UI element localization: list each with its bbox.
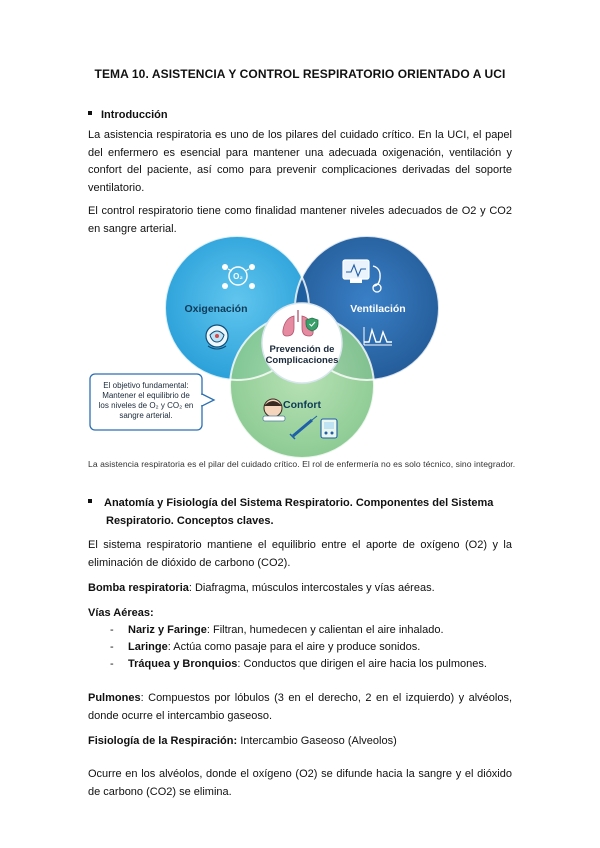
figure-caption: La asistencia respiratoria es el pilar del cuidado crítico. El rol de enfermería no es solo técnico, sino integrador. bbox=[88, 459, 516, 469]
vias-label-text: Vías Aéreas: bbox=[88, 607, 154, 619]
center-label-line1: Prevención de bbox=[269, 344, 335, 355]
section-heading-introduccion bbox=[88, 107, 168, 123]
bullet-square-icon bbox=[88, 111, 92, 115]
bullet-square-icon bbox=[88, 499, 92, 503]
list-item: - Tráquea y Bronquios: Conductos que dirigen el aire hacia los pulmones. bbox=[110, 658, 487, 670]
label-oxigenacion: Oxigenación bbox=[184, 303, 248, 315]
list-item: - Nariz y Faringe: Filtran, humedecen y calientan el aire inhalado. bbox=[110, 624, 444, 636]
monitor-device-icon bbox=[321, 419, 337, 438]
list-item: - Laringe: Actúa como pasaje para el aire y produce sonidos. bbox=[110, 641, 421, 653]
bomba-paragraph bbox=[88, 580, 512, 598]
list-item-text: : Actúa como pasaje para el aire y produce sonidos. bbox=[167, 641, 421, 653]
list-item-name: Laringe bbox=[128, 641, 168, 653]
bomba-text: : Diafragma, músculos intercostales y vías aéreas. bbox=[188, 582, 435, 594]
venn-diagram bbox=[88, 236, 518, 458]
fisiologia-paragraph bbox=[88, 733, 512, 751]
page-title: TEMA 10. ASISTENCIA Y CONTROL RESPIRATORIO ORIENTADO A UCI bbox=[94, 67, 506, 81]
bomba-label: Bomba respiratoria bbox=[88, 582, 189, 594]
label-ventilacion: Ventilación bbox=[350, 303, 406, 315]
section-heading-anatomia bbox=[88, 495, 526, 530]
sistema-paragraph: El sistema respiratorio mantiene el equilibrio entre el aporte de oxígeno (O2) y la eliminación de dióxido de carbono (CO2). bbox=[88, 539, 512, 569]
list-item-text: : Filtran, humedecen y calientan el aire inhalado. bbox=[206, 624, 444, 636]
callout-line-1: El objetivo fundamental: bbox=[103, 381, 189, 390]
intro-paragraph-2: El control respiratorio tiene como finalidad mantener niveles adecuados de O2 y CO2 en sangre arterial. bbox=[88, 205, 512, 235]
heading-text: Introducción bbox=[101, 109, 168, 121]
pulmones-text: : Compuestos por lóbulos (3 en el derecho, 2 en el izquierdo) y alvéolos, donde ocurre el intercambio gaseoso. bbox=[88, 692, 512, 722]
list-item-name: Tráquea y Bronquios bbox=[128, 658, 238, 670]
callout-line-4: sangre arterial. bbox=[119, 411, 173, 420]
list-item-text: : Conductos que dirigen el aire hacia los pulmones. bbox=[237, 658, 487, 670]
fisiologia-text: Intercambio Gaseoso (Alveolos) bbox=[237, 735, 397, 747]
center-label-line2: Complicaciones bbox=[265, 355, 339, 366]
vias-label bbox=[88, 605, 512, 623]
fisiologia-label: Fisiología de la Respiración: bbox=[88, 735, 238, 747]
callout-line-2: Mantener el equilibrio de bbox=[102, 391, 190, 400]
label-confort: Confort bbox=[283, 399, 321, 411]
pulmones-paragraph bbox=[88, 690, 512, 725]
svg-text:O₂: O₂ bbox=[233, 272, 243, 281]
intercambio-paragraph: Ocurre en los alvéolos, donde el oxígeno (O2) se difunde hacia la sangre y el dióxido de carbono (CO2) se elimina. bbox=[88, 768, 512, 798]
intro-paragraph-1: La asistencia respiratoria es uno de los pilares del cuidado crítico. En la UCI, el papel del enfermero es esencial para mantener una adecuada oxigenación, ventilación y confort del paciente, así como para prevenir complicaciones derivadas del soporte ventilatorio. bbox=[88, 129, 512, 194]
heading-line-2: Respiratorio. Conceptos claves. bbox=[106, 514, 274, 527]
pulmones-label: Pulmones bbox=[88, 692, 141, 704]
list-item-name: Nariz y Faringe bbox=[128, 624, 207, 636]
center-disc bbox=[262, 303, 342, 383]
callout-line-3: los niveles de O₂ y CO₂ en bbox=[98, 401, 194, 410]
heading-line-1: Anatomía y Fisiología del Sistema Respiratorio. Componentes del Sistema bbox=[104, 497, 494, 509]
